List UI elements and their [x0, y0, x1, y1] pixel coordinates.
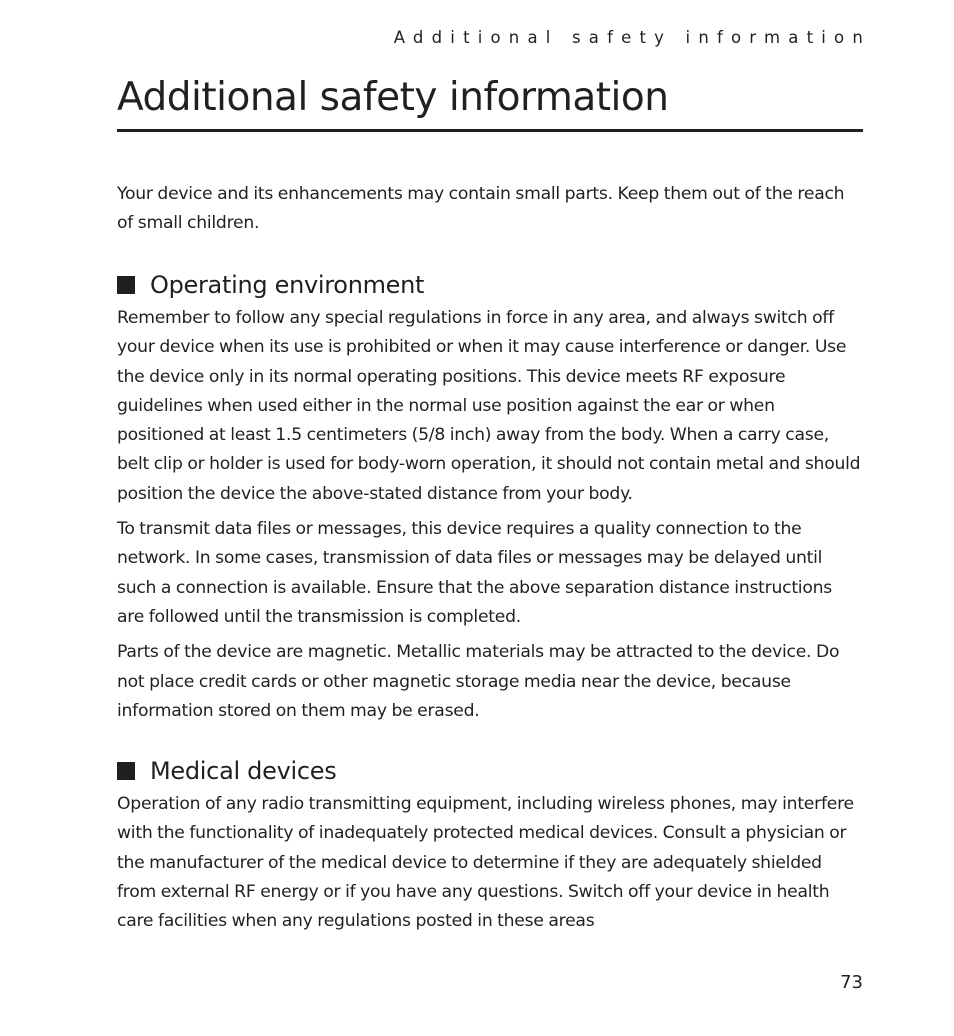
- section-medical-devices: [117, 754, 863, 936]
- section-heading-text: Medical devices: [150, 757, 337, 785]
- intro-paragraph: Your device and its enhancements may contain small parts. Keep them out of the reach of small children.: [117, 184, 845, 234]
- body-paragraph: Remember to follow any special regulations in force in any area, and always switch off your device when its use is prohibited or when it may cause interference or danger. Use the device only in its normal operating positions. This device meets RF exposure guidelines when used either in the normal use position against the ear or when positioned at least 1.5 centimeters (5/8 inch) away from the body. When a carry case, belt clip or holder is used for body-worn operation, it should not contain metal and should position the device the above-stated distance from your body.: [117, 308, 861, 504]
- page-number: 73: [840, 972, 863, 993]
- body-paragraph: Operation of any radio transmitting equipment, including wireless phones, may interfere with the functionality of inadequately protected medical devices. Consult a physician or the manufacturer of the medical device to determine if they are adequately shielded from external RF energy or if you have any questions. Switch off your device in health care facilities when any regulations posted in these areas: [117, 794, 854, 932]
- running-header: Additional safety information: [393, 28, 871, 47]
- section-operating-environment: [117, 268, 863, 726]
- section-heading: [117, 754, 863, 788]
- square-bullet-icon: [117, 762, 135, 780]
- document-page: [117, 0, 871, 1036]
- square-bullet-icon: [117, 276, 135, 294]
- section-heading: [117, 268, 863, 302]
- body-paragraph: To transmit data files or messages, this device requires a quality connection to the network. In some cases, transmission of data files or messages may be delayed until such a connection is available. Ensure that the above separation distance instructions are followed until the transmission is completed.: [117, 519, 832, 627]
- body-paragraph: Parts of the device are magnetic. Metallic materials may be attracted to the device. Do not place credit cards or other magnetic storage media near the device, because information stored on them may be erased.: [117, 642, 840, 721]
- page-title: Additional safety information: [117, 70, 863, 132]
- section-heading-text: Operating environment: [150, 271, 425, 299]
